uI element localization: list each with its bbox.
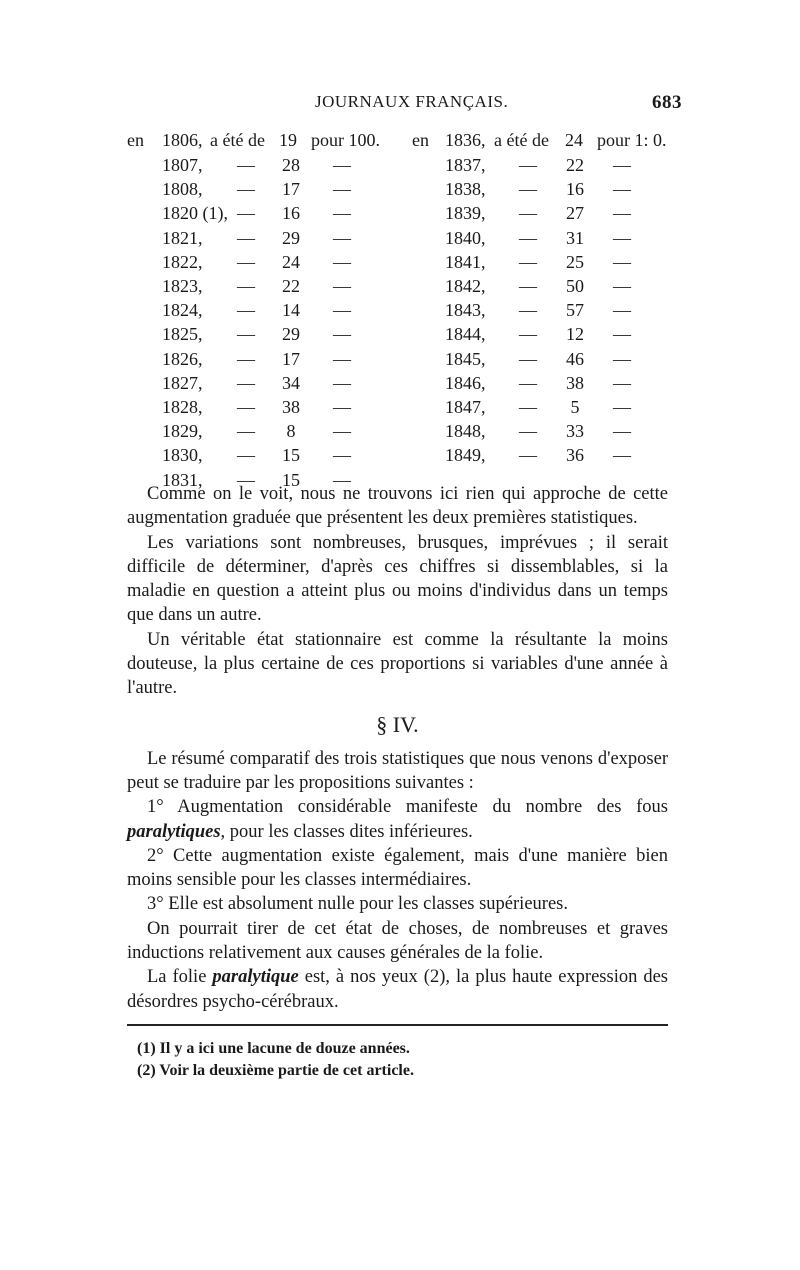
table-cell-value: 36	[566, 445, 584, 466]
list-item: 1° Augmentation considérable manifeste du nombre des fous paralytiques, pour les classes dites inférieures.	[127, 797, 668, 842]
table-cell-dash: —	[333, 227, 351, 248]
table-cell-dash: —	[333, 251, 351, 272]
table-row	[0, 322, 800, 346]
table-cell-dash: —	[613, 251, 631, 272]
table-cell-dash: —	[333, 300, 351, 321]
table-cell-dash: —	[237, 324, 255, 345]
paragraph: La folie paralytique est, à nos yeux (2), la plus haute expression des désordres psycho-cérébraux.	[127, 967, 668, 1012]
table-cell-value: 15	[282, 469, 300, 490]
table-row	[0, 371, 800, 395]
table-cell-year: 1849,	[445, 445, 486, 466]
table-cell-dash: —	[519, 324, 537, 345]
table-cell-dash: —	[333, 203, 351, 224]
table-cell-year: 1841,	[445, 251, 486, 272]
footnote-rule	[127, 1024, 668, 1026]
paragraph: Un véritable état stationnaire est comme la résultante la moins douteuse, la plus certaine de ces proportions si variables d'une année à l'autre.	[127, 629, 668, 699]
table-row	[0, 226, 800, 250]
table-row	[0, 443, 800, 467]
table-cell-value: 15	[282, 445, 300, 466]
table-cell-dash: —	[613, 372, 631, 393]
table-row	[0, 274, 800, 298]
table-cell-year: 1847,	[445, 397, 486, 417]
table-cell-dash: —	[519, 203, 537, 224]
table-cell-value: 17	[282, 179, 300, 200]
table-cell-value: 22	[566, 155, 584, 175]
table-cell-dash: —	[237, 445, 255, 466]
table-cell-dash: —	[237, 421, 255, 442]
table-cell-dash: —	[519, 348, 537, 369]
table-cell-year: 1821,	[162, 227, 203, 248]
table-cell-year: 1829,	[162, 421, 203, 442]
table-cell-suffix-left: pour 100.	[311, 130, 380, 150]
paragraph: Les variations sont nombreuses, brusques, imprévues ; il serait difficile de déterminer, d'après ces chiffres si dissemblables, si la maladie en question a atteint plus ou moins d'individus dans un temps que dans un autre.	[127, 532, 668, 626]
table-cell-value: 16	[566, 179, 584, 200]
table-cell-year: 1820 (1),	[162, 203, 228, 224]
table-cell-dash: —	[613, 445, 631, 466]
table-cell-dash: —	[237, 155, 255, 175]
table-row	[0, 347, 800, 371]
table-cell-value: 29	[282, 227, 300, 248]
body-text	[127, 482, 668, 1014]
running-title: JOURNAUX FRANÇAIS.	[315, 92, 509, 111]
paragraph: Comme on le voit, nous ne trouvons ici rien qui approche de cette augmentation graduée que présentent les deux premières statistiques.	[127, 484, 668, 529]
table-cell-dash: —	[613, 155, 631, 175]
table-cell-year: 1830,	[162, 445, 203, 466]
table-cell-dash: —	[237, 300, 255, 321]
table-cell-dash: —	[519, 372, 537, 393]
table-cell-dash: —	[519, 397, 537, 417]
table-cell-dash: —	[613, 276, 631, 296]
footnote-2: (2) Voir la deuxième partie de cet article.	[137, 1062, 414, 1079]
table-cell-value-right: 24	[565, 130, 583, 150]
table-cell-value: 31	[566, 227, 584, 248]
table-cell-value: 34	[282, 372, 300, 393]
emphasis: paralytiques	[127, 821, 221, 842]
table-cell-value: 24	[282, 251, 300, 272]
table-cell-value: 33	[566, 421, 584, 442]
table-cell-year: 1839,	[445, 203, 486, 224]
table-cell-dash: —	[613, 324, 631, 345]
table-cell-dash: —	[237, 276, 255, 296]
table-cell-value: 12	[566, 324, 584, 345]
table-cell-dash: —	[237, 227, 255, 248]
table-cell-dash: —	[613, 227, 631, 248]
table-cell-value: 14	[282, 300, 300, 321]
table-cell-suffix-right: pour 1: 0.	[597, 130, 667, 150]
table-cell-value: 17	[282, 348, 300, 369]
table-cell-dash: —	[237, 372, 255, 393]
table-cell-dash: —	[613, 300, 631, 321]
section-heading: § IV.	[376, 711, 419, 737]
table-cell-year: 1843,	[445, 300, 486, 321]
table-cell-value: 16	[282, 203, 300, 224]
table-cell-value: 50	[566, 276, 584, 296]
table-cell-year: 1846,	[445, 372, 486, 393]
table-cell-year: 1828,	[162, 397, 203, 417]
table-cell-year: 1845,	[445, 348, 486, 369]
table-cell-dash: —	[237, 203, 255, 224]
table-cell-prefix-right: en	[412, 130, 429, 150]
table-cell-year: 1824,	[162, 300, 203, 321]
statistics-table	[0, 0, 800, 490]
table-row	[0, 250, 800, 274]
table-cell-value: 38	[282, 397, 300, 417]
table-row	[0, 177, 800, 201]
table-cell-year: 1807,	[162, 155, 203, 175]
table-cell-value-left: 19	[279, 130, 297, 150]
table-cell-year: 1827,	[162, 372, 203, 393]
table-cell-value: 5	[570, 397, 580, 417]
table-cell-year: 1840,	[445, 227, 486, 248]
table-row	[0, 153, 800, 177]
table-cell-year: 1825,	[162, 324, 203, 345]
table-row	[0, 419, 800, 443]
list-item: 3° Elle est absolument nulle pour les classes supérieures.	[147, 894, 568, 915]
paragraph: Le résumé comparatif des trois statistiques que nous venons d'exposer peut se traduire par les propositions suivantes :	[127, 748, 668, 793]
table-cell-dash: —	[519, 155, 537, 175]
table-cell-value: 25	[566, 251, 584, 272]
table-cell-dash: —	[237, 251, 255, 272]
table-cell-year: 1838,	[445, 179, 486, 200]
table-cell-dash: —	[333, 276, 351, 296]
table-first-row	[0, 128, 800, 152]
table-cell-year: 1831,	[162, 469, 203, 490]
table-cell-year: 1848,	[445, 421, 486, 442]
table-cell-value: 22	[282, 276, 300, 296]
table-cell-year: 1842,	[445, 276, 486, 296]
table-cell-dash: —	[519, 276, 537, 296]
paragraph: On pourrait tirer de cet état de choses, de nombreuses et graves inductions relativement aux causes générales de la folie.	[127, 918, 668, 964]
table-cell-dash: —	[237, 469, 255, 490]
table-cell-dash: —	[519, 421, 537, 442]
table-cell-dash: —	[333, 324, 351, 345]
table-cell-dash: —	[333, 348, 351, 369]
table-cell-phrase-right: a été de	[494, 130, 549, 150]
emphasis: paralytique	[212, 967, 299, 988]
table-cell-value: 38	[566, 372, 584, 393]
footnotes	[137, 1038, 414, 1082]
table-cell-dash: —	[333, 469, 351, 490]
table-cell-dash: —	[613, 179, 631, 200]
table-cell-dash: —	[333, 421, 351, 442]
table-cell-dash: —	[333, 372, 351, 393]
table-cell-dash: —	[237, 397, 255, 417]
table-cell-year: 1844,	[445, 324, 486, 345]
table-cell-dash: —	[519, 227, 537, 248]
table-cell-dash: —	[519, 300, 537, 321]
table-cell-dash: —	[333, 155, 351, 175]
page-number: 683	[652, 92, 682, 113]
footnote-1: (1) Il y a ici une lacune de douze années.	[137, 1040, 410, 1057]
table-cell-value: 28	[282, 155, 300, 175]
table-row	[0, 201, 800, 225]
table-cell-prefix-left: en	[127, 130, 144, 150]
table-cell-year: 1822,	[162, 251, 203, 272]
table-cell-dash: —	[613, 203, 631, 224]
table-cell-dash: —	[613, 348, 631, 369]
table-cell-year: 1837,	[445, 155, 486, 175]
table-cell-year-left: 1806,	[162, 130, 203, 150]
table-cell-dash: —	[333, 397, 351, 417]
table-cell-phrase-left: a été de	[210, 130, 265, 150]
table-cell-dash: —	[613, 421, 631, 442]
table-cell-value: 46	[566, 348, 584, 369]
table-cell-value: 8	[286, 421, 296, 442]
table-cell-dash: —	[613, 397, 631, 417]
table-cell-year-right: 1836,	[445, 130, 486, 150]
table-cell-dash: —	[333, 445, 351, 466]
table-cell-value: 27	[566, 203, 584, 224]
table-row	[0, 395, 800, 419]
table-cell-dash: —	[519, 251, 537, 272]
table-cell-dash: —	[519, 179, 537, 200]
table-row	[0, 298, 800, 322]
list-item: 2° Cette augmentation existe également, mais d'une manière bien moins sensible pour les classes intermédiaires.	[127, 845, 668, 891]
table-cell-dash: —	[519, 445, 537, 466]
table-cell-year: 1823,	[162, 276, 203, 296]
table-cell-dash: —	[237, 179, 255, 200]
table-cell-value: 57	[566, 300, 584, 321]
table-cell-year: 1808,	[162, 179, 203, 200]
table-cell-dash: —	[237, 348, 255, 369]
table-cell-value: 29	[282, 324, 300, 345]
table-cell-year: 1826,	[162, 348, 203, 369]
table-cell-dash: —	[333, 179, 351, 200]
